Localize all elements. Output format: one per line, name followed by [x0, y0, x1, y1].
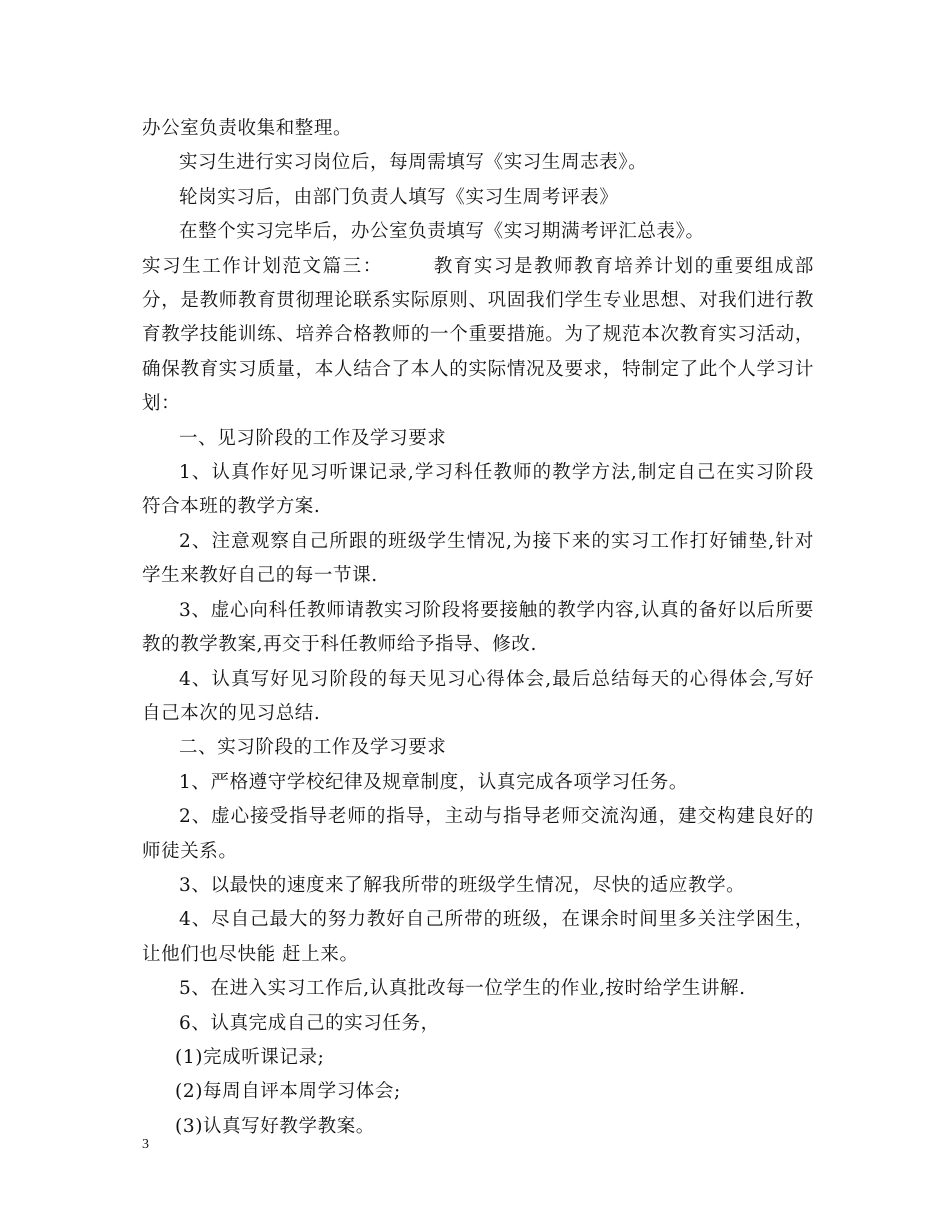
sub-list-item: (2)每周自评本周学习体会; — [175, 1081, 401, 1103]
section-heading-observation: 一、见习阶段的工作及学习要求 — [179, 427, 447, 449]
page-number: 3 — [142, 1137, 149, 1152]
list-item: 6、认真完成自己的实习任务， — [179, 1012, 440, 1034]
list-item: 4、尽自己最大的努力教好自己所带的班级，在课余时间里多关注学困生，让他们也尽快能 赶上来。 — [142, 909, 814, 965]
paragraph: 办公室负责收集和整理。 — [142, 118, 353, 139]
paragraph-section-three: 实习生工作计划范文篇三： 教育实习是教师教育培养计划的重要组成部分，是教师教育贯彻理论联系实际原则、巩固我们学生专业思想、对我们进行教育教学技能训练、培养合格教师的一个重要措施。为了规范本次教育实习活动，确保教育实习质量，本人结合了本人的实际情况及要求，特制定了此个人学习计划： — [142, 255, 814, 415]
list-item: 2、虚心接受指导老师的指导，主动与指导老师交流沟通，建交构建良好的师徒关系。 — [142, 806, 814, 862]
list-item: 3、以最快的速度来了解我所带的班级学生情况，尽快的适应教学。 — [179, 874, 746, 896]
list-item: 4、认真写好见习阶段的每天见习心得体会,最后总结每天的心得体会,写好自己本次的见习总结. — [142, 668, 814, 724]
sub-list-item: (1)完成听课记录; — [175, 1046, 325, 1068]
list-item: 2、注意观察自己所跟的班级学生情况,为接下来的实习工作打好铺垫,针对学生来教好自己的每一节课. — [142, 530, 814, 587]
section-heading-internship: 二、实习阶段的工作及学习要求 — [179, 737, 447, 759]
document-body — [142, 112, 814, 1144]
sub-list-item: (3)认真写好教学教案。 — [175, 1115, 375, 1137]
list-item: 3、虚心向科任教师请教实习阶段将要接触的教学内容,认真的备好以后所要教的教学教案,再交于科任教师给予指导、修改. — [142, 599, 814, 656]
paragraph: 在整个实习完毕后，办公室负责填写《实习期满考评汇总表》。 — [179, 221, 705, 243]
list-item: 1、认真作好见习听课记录,学习科任教师的教学方法,制定自己在实习阶段符合本班的教学方案. — [142, 462, 814, 518]
paragraph: 轮岗实习后，由部门负责人填写《实习生周考评表》 — [179, 186, 619, 208]
list-item: 5、在进入实习工作后,认真批改每一位学生的作业,按时给学生讲解. — [179, 978, 746, 1000]
paragraph: 实习生进行实习岗位后，每周需填写《实习生周志表》。 — [179, 152, 648, 174]
list-item: 1、严格遵守学校纪律及规章制度，认真完成各项学习任务。 — [179, 771, 688, 793]
